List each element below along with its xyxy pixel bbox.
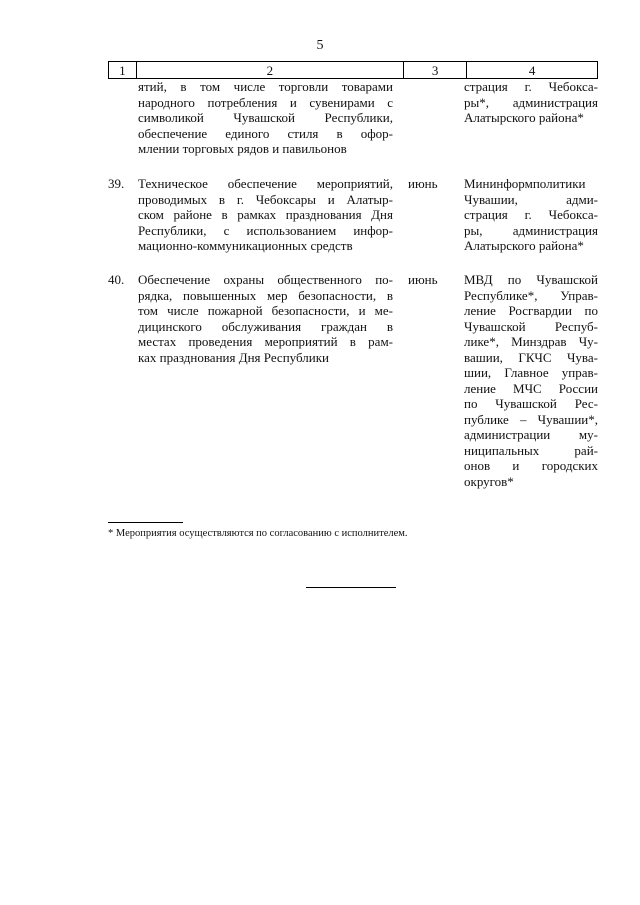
- description-line: местах проведения мероприятий в рам-: [138, 334, 393, 349]
- row-month: июнь: [408, 176, 438, 191]
- description-line: рядка, повышенных мер безопасности, в: [138, 287, 393, 303]
- executor-line: ление МЧС России: [464, 380, 598, 396]
- header-col-4: 4: [467, 62, 598, 79]
- description-line: Обеспечение охраны общественного по-: [138, 272, 393, 287]
- executor-line: страция г. Чебокса-: [464, 207, 598, 222]
- description-line: ятий, в том числе торговли товарами: [138, 79, 393, 94]
- executor-line: публике – Чувашии*,: [464, 411, 598, 427]
- executor-line: Алатырского района*: [464, 110, 584, 125]
- executor-line: онов и городских: [464, 458, 598, 473]
- executor-line: Мининформполитики: [464, 176, 586, 191]
- executor-line: по Чувашской Рес-: [464, 396, 598, 411]
- description-line: Республики, с использованием инфор-: [138, 222, 393, 238]
- row-executor: [464, 79, 598, 126]
- header-col-1: 1: [109, 62, 137, 79]
- executor-line: администрации му-: [464, 427, 598, 442]
- row-executor: [464, 176, 598, 254]
- executor-line: ление Росгвардии по: [464, 303, 598, 318]
- footnote: * Мероприятия осуществляются по согласованию с исполнителем.: [108, 528, 408, 539]
- end-divider: [306, 587, 396, 588]
- executor-line: Алатырского района*: [464, 238, 584, 253]
- table-header: [108, 61, 598, 79]
- executor-line: ниципальных рай-: [464, 442, 598, 458]
- executor-line: страция г. Чебокса-: [464, 79, 598, 94]
- description-line: млении торговых рядов и павильонов: [138, 141, 347, 156]
- executor-line: ры*, администрация: [464, 94, 598, 110]
- description-line: символикой Чувашской Республики,: [138, 110, 393, 125]
- description-line: ках празднования Дня Республики: [138, 349, 329, 365]
- page-number: 5: [316, 38, 324, 53]
- description-line: дицинского обслуживания граждан в: [138, 318, 393, 334]
- row-executor: [464, 272, 598, 489]
- executor-line: Чувашской Респуб-: [464, 318, 598, 334]
- row-description: [138, 79, 393, 157]
- description-line: мационно-коммуникационных средств: [138, 238, 353, 253]
- executor-line: Чувашии, адми-: [464, 191, 598, 207]
- executor-line: вашии, ГКЧС Чува-: [464, 349, 598, 365]
- executor-line: лике*, Минздрав Чу-: [464, 334, 598, 349]
- executor-line: шии, Главное управ-: [464, 365, 598, 380]
- description-line: ском районе в рамках празднования Дня: [138, 207, 393, 222]
- description-line: том числе пожарной безопасности, и ме-: [138, 303, 393, 318]
- row-number: 39.: [108, 176, 125, 191]
- header-col-3: 3: [403, 62, 466, 79]
- row-description: [138, 176, 393, 254]
- footnote-divider: [108, 522, 183, 523]
- executor-line: МВД по Чувашской: [464, 272, 598, 287]
- executor-line: ры, администрация: [464, 222, 598, 238]
- row-month: июнь: [408, 272, 438, 287]
- description-line: народного потребления и сувенирами с: [138, 94, 393, 110]
- description-line: обеспечение единого стиля в офор-: [138, 125, 393, 141]
- description-line: Техническое обеспечение мероприятий,: [138, 176, 393, 191]
- header-col-2: 2: [136, 62, 403, 79]
- row-number: 40.: [108, 272, 125, 287]
- executor-line: округов*: [464, 473, 514, 489]
- executor-line: Республике*, Управ-: [464, 287, 598, 303]
- description-line: проводимых в г. Чебоксары и Алатыр-: [138, 191, 393, 207]
- row-description: [138, 272, 393, 365]
